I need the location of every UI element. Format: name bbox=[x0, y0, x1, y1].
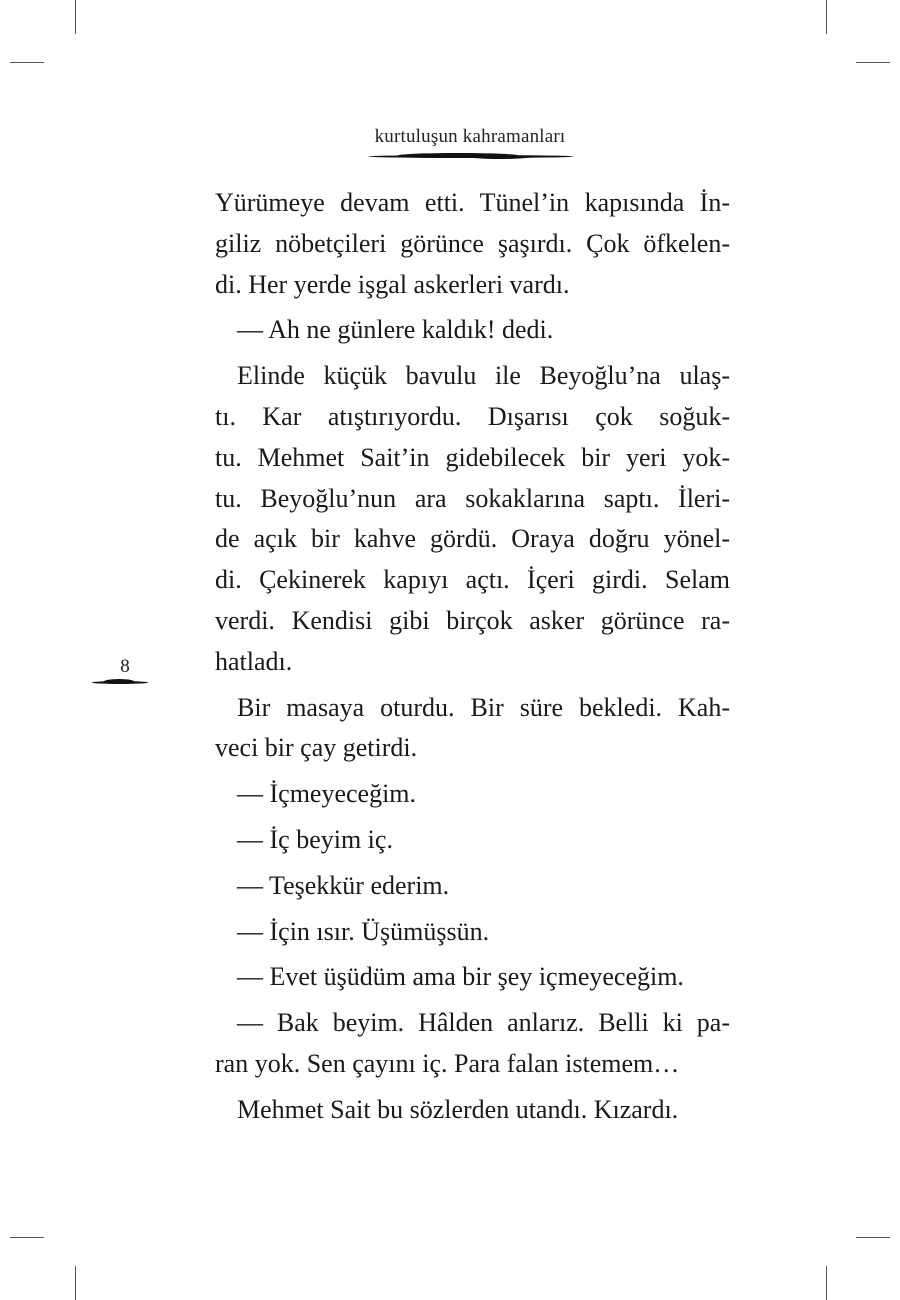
crop-mark-top-left bbox=[75, 0, 76, 34]
crop-mark-right-top bbox=[856, 62, 890, 63]
text-line: veci bir çay getirdi. bbox=[215, 733, 418, 763]
body-text bbox=[215, 183, 730, 1131]
text-line: Elinde küçük bavulu ile Beyoğlu’na ulaş- bbox=[237, 361, 730, 391]
text-line: tı. Kar atıştırıyordu. Dışarısı çok soğuk- bbox=[215, 401, 730, 431]
text-line: — İç beyim iç. bbox=[237, 824, 393, 854]
paragraph bbox=[215, 866, 730, 907]
crop-mark-left-top bbox=[10, 62, 44, 63]
text-line: — İçmeyeceğim. bbox=[237, 779, 417, 809]
text-line: di. Çekinerek kapıyı açtı. İçeri girdi. Selam bbox=[215, 565, 730, 595]
text-line: tu. Mehmet Sait’in gidebilecek bir yeri yok- bbox=[215, 442, 730, 472]
text-line: tu. Beyoğlu’nun ara sokaklarına saptı. İleri- bbox=[215, 483, 730, 513]
paragraph bbox=[215, 356, 730, 682]
text-line: — Evet üşüdüm ama bir şey içmeyeceğim. bbox=[237, 962, 684, 992]
text-line: ran yok. Sen çayını iç. Para falan istemem… bbox=[215, 1048, 680, 1078]
paragraph bbox=[215, 310, 730, 351]
crop-mark-left-bottom bbox=[10, 1237, 44, 1238]
running-head: kurtuluşun kahramanları bbox=[374, 126, 566, 147]
text-line: de açık bir kahve gördü. Oraya doğru yönel- bbox=[215, 524, 730, 554]
paragraph bbox=[215, 1090, 730, 1131]
page-number: 8 bbox=[120, 656, 130, 677]
text-line: — İçin ısır. Üşümüşsün. bbox=[237, 916, 490, 946]
crop-mark-right-bottom bbox=[856, 1237, 890, 1238]
text-line: giliz nöbetçileri görünce şaşırdı. Çok öfkelen- bbox=[215, 228, 730, 258]
text-line: — Bak beyim. Hâlden anlarız. Belli ki pa- bbox=[237, 1008, 730, 1038]
paragraph bbox=[215, 820, 730, 861]
crop-mark-bottom-right bbox=[826, 1266, 827, 1300]
text-line: Yürümeye devam etti. Tünel’in kapısında İn- bbox=[215, 188, 730, 217]
text-line: Mehmet Sait bu sözlerden utandı. Kızardı. bbox=[237, 1094, 679, 1124]
crop-mark-bottom-left bbox=[75, 1266, 76, 1300]
text-line: — Ah ne günlere kaldık! dedi. bbox=[237, 315, 554, 345]
text-line: hatladı. bbox=[215, 646, 293, 676]
paragraph bbox=[215, 1003, 730, 1085]
paragraph bbox=[215, 774, 730, 815]
paragraph bbox=[215, 688, 730, 770]
paragraph bbox=[215, 912, 730, 953]
text-line: verdi. Kendisi gibi birçok asker görünce ra- bbox=[215, 605, 730, 635]
crop-mark-top-right bbox=[826, 0, 827, 34]
text-line: di. Her yerde işgal askerleri vardı. bbox=[215, 269, 570, 299]
paragraph bbox=[215, 183, 730, 305]
text-line: Bir masaya oturdu. Bir süre bekledi. Kah- bbox=[237, 692, 730, 722]
text-line: — Teşekkür ederim. bbox=[237, 870, 450, 900]
paragraph bbox=[215, 957, 730, 998]
